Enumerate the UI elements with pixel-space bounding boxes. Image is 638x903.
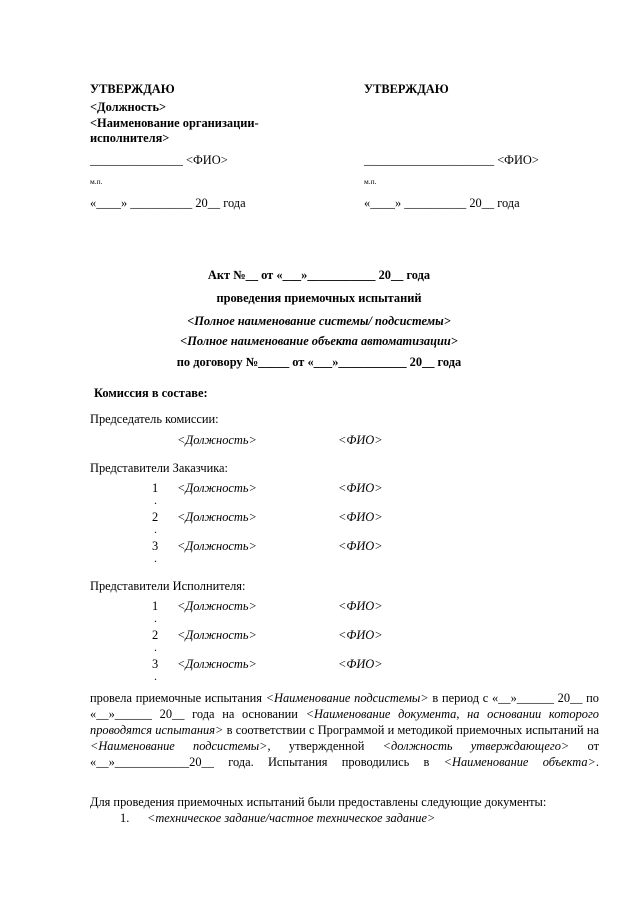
approve-left-org-line2: исполнителя> [90,131,170,145]
customer-member-number: 1 [152,481,159,495]
approve-left-position: <Должность> [90,100,167,114]
documents-intro: Для проведения приемочных испытаний были предоставлены следующие документы: [90,795,547,809]
customer-member-name: <ФИО> [338,481,383,495]
approve-right-heading: УТВЕРЖДАЮ [364,82,449,96]
act-title: Акт №__ от «___»___________ 20__ года [207,268,431,282]
body-text: в соответствии с Программой и методикой приемочных испытаний на [223,723,599,737]
list-dot: . [154,640,157,654]
body-text: провела приемочные испытания [90,691,266,705]
body-paragraph [90,690,599,770]
chair-label: Председатель комиссии: [90,412,219,426]
approve-left-stamp: м.п. [90,177,103,186]
contractor-member-number: 1 [152,599,159,613]
approve-right-stamp: м.п. [364,177,377,186]
body-text-italic: <должность утверждающего> [382,739,570,753]
system-name: <Полное наименование системы/ подсистемы> [187,314,451,328]
document-list-number: 1. [120,811,130,825]
contractor-member-position: <Должность> [177,657,257,671]
customer-member-position: <Должность> [177,481,257,495]
customer-member-number: 2 [152,510,159,524]
approve-left-org-line1: <Наименование организации- [90,116,259,130]
customer-member-number: 3 [152,539,159,553]
contractor-label: Представители Исполнителя: [90,579,246,593]
document-list-item: <техническое задание/частное техническое задание> [147,811,436,825]
approve-right-signature: _____________________ <ФИО> [364,153,539,167]
act-subtitle: проведения приемочных испытаний [216,291,422,305]
approve-left-date: «____» __________ 20__ года [90,196,246,210]
list-dot: . [154,493,157,507]
list-dot: . [154,669,157,683]
contractor-member-position: <Должность> [177,628,257,642]
contract-line: по договору №_____ от «___»___________ 20__ года [176,355,462,369]
body-text: в период с «__»______ 20__ по «__»______ 20__ года на основании [90,691,599,721]
body-text-italic: <Наименование подсистемы> [265,691,429,705]
body-text-italic: <Наименование подсистемы> [90,739,268,753]
approve-right-date: «____» __________ 20__ года [364,196,520,210]
chair-position: <Должность> [177,433,257,447]
contractor-member-number: 2 [152,628,159,642]
approve-left-signature: _______________ <ФИО> [90,153,228,167]
customer-member-name: <ФИО> [338,510,383,524]
customer-member-name: <ФИО> [338,539,383,553]
list-dot: . [154,522,157,536]
body-text-italic: <Наименование документа, на основании которого проводятся испытания> [90,707,599,737]
commission-heading: Комиссия в составе: [94,386,208,400]
approve-left-heading: УТВЕРЖДАЮ [90,82,175,96]
contractor-member-position: <Должность> [177,599,257,613]
contractor-member-name: <ФИО> [338,599,383,613]
body-text: , утвержденной [267,739,383,753]
chair-name: <ФИО> [338,433,383,447]
customer-label: Представители Заказчика: [90,461,228,475]
contractor-member-number: 3 [152,657,159,671]
body-text: от «__»____________20__ года. Испытания проводились в [90,739,599,769]
object-name: <Полное наименование объекта автоматизации> [180,334,458,348]
customer-member-position: <Должность> [177,539,257,553]
contractor-member-name: <ФИО> [338,657,383,671]
body-text: . [595,755,599,769]
customer-member-position: <Должность> [177,510,257,524]
list-dot: . [154,551,157,565]
list-dot: . [154,611,157,625]
contractor-member-name: <ФИО> [338,628,383,642]
body-text-italic: <Наименование объекта> [443,755,596,769]
